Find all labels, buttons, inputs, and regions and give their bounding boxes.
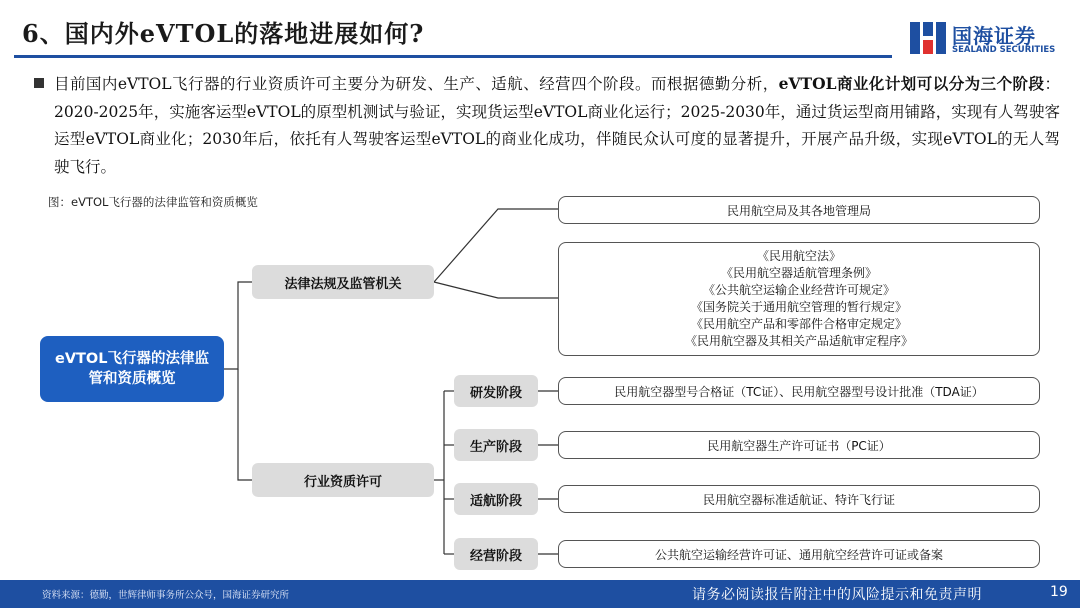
stage-production: 生产阶段 xyxy=(454,429,538,461)
stage-airworthiness-desc: 民用航空器标准适航证、特许飞行证 xyxy=(558,485,1040,513)
stage-production-desc: 民用航空器生产许可证书（PC证） xyxy=(558,431,1040,459)
law-item: 《民用航空器及其相关产品适航审定程序》 xyxy=(684,334,913,348)
stage-operation-desc: 公共航空运输经营许可证、通用航空经营许可证或备案 xyxy=(558,540,1040,568)
footer-bar xyxy=(0,580,1080,608)
intro-text-1: 目前国内eVTOL飞行器的行业资质许可主要分为研发、生产、适航、经营四个阶段。而根据德勤分析， xyxy=(54,75,779,93)
intro-text-2: ：2020-2025年，实施客运型eVTOL的原型机测试与验证，实现货运型eVTOL商业化运行；2025-2030年，通过货运型商用铺路，实现有人驾驶客运型eVTOL商业化；2030年后，依托有人驾驶客运型eVTOL的商业化成功，伴随民众认可度的显著提升，开展产品升级，实现eVTOL的无人驾驶飞行。 xyxy=(54,75,1060,176)
page-number: 19 xyxy=(1050,584,1068,600)
logo-text-cn: 国海证券 xyxy=(952,24,1036,48)
law-item: 《公共航空运输企业经营许可规定》 xyxy=(702,283,895,297)
logo-text-en: SEALAND SECURITIES xyxy=(952,45,1056,55)
category-law-regulation: 法律法规及监管机关 xyxy=(252,265,434,299)
stage-airworthiness: 适航阶段 xyxy=(454,483,538,515)
page-title: 6、国内外eVTOL的落地进展如何? xyxy=(22,19,425,48)
footer-disclaimer: 请务必阅读报告附注中的风险提示和免责声明 xyxy=(692,587,982,603)
law-item: 《民用航空器适航管理条例》 xyxy=(720,266,877,280)
authority-node: 民用航空局及其各地管理局 xyxy=(558,196,1040,224)
stage-rnd-desc: 民用航空器型号合格证（TC证）、民用航空器型号设计批准（TDA证） xyxy=(558,377,1040,405)
diagram-root-node: eVTOL飞行器的法律监管和资质概览 xyxy=(40,336,224,402)
category-industry-license: 行业资质许可 xyxy=(252,463,434,497)
law-item: 《民用航空产品和零部件合格审定规定》 xyxy=(690,317,907,331)
stage-operation: 经营阶段 xyxy=(454,538,538,570)
laws-list-node xyxy=(558,242,1040,356)
footer-source: 资料来源：德勤，世辉律师事务所公众号，国海证券研究所 xyxy=(42,590,290,601)
intro-text-bold: eVTOL商业化计划可以分为三个阶段 xyxy=(778,74,1045,93)
stage-rnd: 研发阶段 xyxy=(454,375,538,407)
law-item: 《国务院关于通用航空管理的暂行规定》 xyxy=(690,300,907,314)
figure-caption: 图：eVTOL飞行器的法律监管和资质概览 xyxy=(48,195,258,209)
law-item: 《民用航空法》 xyxy=(756,249,841,263)
